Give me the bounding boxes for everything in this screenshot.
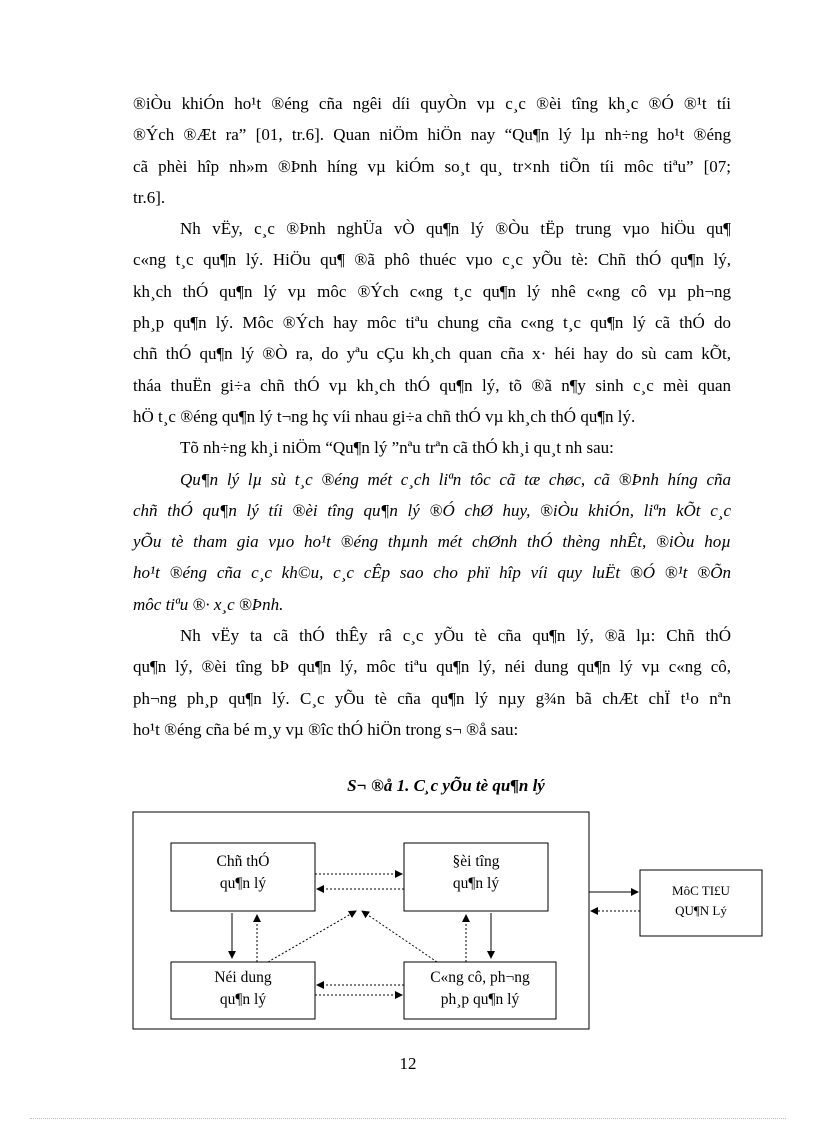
page-bottom-rule	[30, 1118, 786, 1119]
paragraph-1-end: tr.6].	[133, 187, 166, 207]
arrow-noi-dung-diagonal	[268, 911, 356, 962]
box-noi-dung-label: Néi dung qu¶n lý	[214, 969, 272, 1008]
paragraph-4-end: môc tiªu ®· x¸c ®Þnh.	[133, 594, 284, 614]
box-doi-tuong-label: §èi tîng qu¶n lý	[452, 853, 500, 892]
diagram-caption: S¬ ®å 1. C¸c yÕu tè qu¶n lý	[347, 776, 545, 795]
paragraph-4-definition: Qu¶n lý lµ sù t¸c ®éng mét c¸ch liªn tôc cã tæ chøc, cã ®Þnh híng cña chñ thÓ qu¶n lý tíi ®èi tîng qu¶n lý ®Ó chØ huy, ®iÒu khiÓn, liªn kÕt c¸c yÕu tè tham gia vµo ho¹t ®éng thµnh mét chØnh thÓ thèng nhÊt, ®iÒu hoµ ho¹t ®éng cña c¸c kh©u, c¸c cÊp sao cho phï hîp víi quy luËt ®Ó ®¹t ®Õn	[133, 469, 731, 583]
paragraph-2: Nh vËy, c¸c ®Þnh nghÜa vÒ qu¶n lý ®Òu tËp trung vµo hiÖu qu¶ c«ng t¸c qu¶n lý. HiÖu qu¶ ®ã phô thuéc vµo c¸c yÕu tè: Chñ thÓ qu¶n lý, kh¸ch thÓ qu¶n lý vµ môc ®Ých c«ng t¸c qu¶n lý nhê c«ng cô vµ ph¬ng ph¸p qu¶n lý. Môc ®Ých hay môc tiªu chung cña c«ng t¸c qu¶n lý cã thÓ do chñ thÓ qu¶n lý ®Ò ra, do yªu cÇu kh¸ch quan cña x· héi hay do sù cam kÕt, tháa thuËn gi÷a chñ thÓ vµ kh¸ch thÓ qu¶n lý, tõ ®ã n¶y sinh c¸c mèi quan	[133, 219, 731, 395]
box-muc-tieu-label: MôC TI£U QU¶N Lý	[672, 883, 730, 918]
page-number: 12	[399, 1054, 417, 1073]
paragraph-5-end: ho¹t ®éng cña bé m¸y vµ ®îc thÓ hiÖn trong s¬ ®å sau:	[133, 719, 519, 739]
paragraph-2-end: hÖ t¸c ®éng qu¶n lý t¬ng hç víi nhau gi÷a chñ thÓ vµ kh¸ch thÓ qu¶n lý.	[133, 406, 636, 426]
paragraph-1: ®iÒu khiÓn ho¹t ®éng cña ngêi díi quyÒn vµ c¸c ®èi tîng kh¸c ®Ó ®¹t tíi ®Ých ®Æt ra” [01, tr.6]. Quan niÖm hiÖn nay “Qu¶n lý lµ nh÷ng ho¹t ®éng cã phèi hîp nh»m ®Þnh híng vµ kiÓm so¸t qu¸ tr×nh tiÕn tíi môc tiªu” [07;	[133, 94, 731, 176]
paragraph-3: Tõ nh÷ng kh¸i niÖm “Qu¶n lý ”nªu trªn cã thÓ kh¸i qu¸t nh sau:	[180, 438, 614, 458]
paragraph-5: Nh vËy ta cã thÓ thÊy râ c¸c yÕu tè cña qu¶n lý, ®ã lµ: Chñ thÓ qu¶n lý, ®èi tîng bÞ qu¶n lý, môc tiªu qu¶n lý, néi dung qu¶n lý vµ c«ng cô, ph¬ng ph¸p qu¶n lý. C¸c yÕu tè cña qu¶n lý nµy g¾n bã chÆt chÏ t¹o nªn	[133, 626, 731, 708]
box-cong-cu-label: C«ng cô, ph¬ng ph¸p qu¶n lý	[430, 969, 530, 1008]
box-chu-the-label: Chñ thÓ qu¶n lý	[216, 853, 270, 892]
arrow-cong-cu-diagonal	[362, 911, 437, 962]
